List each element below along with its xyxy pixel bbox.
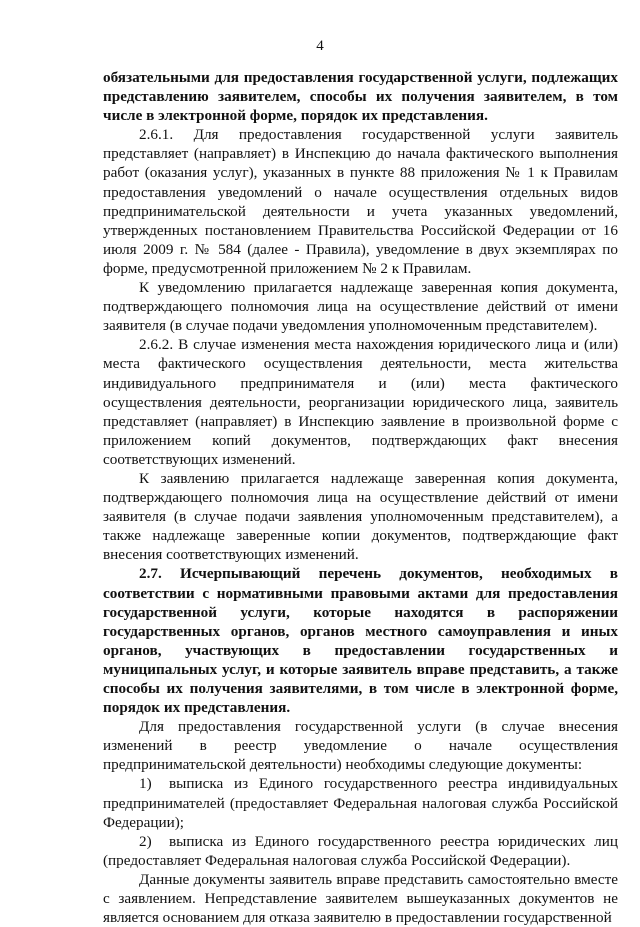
paragraph-notification-attachment: К уведомлению прилагается надлежаще заверенная копия документа, подтверждающего полномочия лица на осуществление действий от имени заявителя (в случае подачи уведомления уполномоченным представителем). (103, 279, 618, 335)
list-item-number: 2) (139, 832, 152, 850)
list-item (103, 832, 618, 870)
paragraph-documents-optional: Данные документы заявитель вправе представить самостоятельно вместе с заявлением. Непредставление заявителем вышеуказанных документов не является основанием для отказа заявителю в предоставлении государственной (103, 870, 618, 927)
list-item-text: выписка из Единого государственного реестра юридических лиц (предоставляет Федеральная налоговая служба Российской Федерации). (103, 832, 618, 869)
paragraph-2-6-2: 2.6.2. В случае изменения места нахождения юридического лица и (или) места фактического осуществления деятельности, места жительства индивидуального предпринимателя и (или) места фактического осуществления деятельности, реорганизации юридического лица, заявитель представляет (направляет) в Инспекцию заявление в произвольной форме с приложением копий документов, подтверждающих факт внесения соответствующих изменений. (103, 336, 618, 468)
page-number: 4 (316, 38, 324, 54)
list-item-text: выписка из Единого государственного реестра индивидуальных предпринимателей (предоставляет Федеральная налоговая служба Российской Федерации); (103, 775, 618, 831)
paragraph-2-6-1: 2.6.1. Для предоставления государственной услуги заявитель представляет (направляет) в Инспекцию до начала фактического выполнения работ (оказания услуг), указанных в пункте 88 приложения № 1 к Правилам предоставления уведомлений о начале осуществления отдельных видов предпринимательской деятельности и учета указанных уведомлений, утвержденных постановлением Правительства Российской Федерации от 16 июля 2009 г. № 584 (далее - Правила), уведомление в двух экземплярах по форме, предусмотренной приложением № 2 к Правилам. (103, 126, 618, 277)
paragraph-application-attachment: К заявлению прилагается надлежаще заверенная копия документа, подтверждающего полномочия лица на осуществление действий от имени заявителя (в случае подачи заявления уполномоченным представителем), а также надлежаще заверенные копии документов, подтверждающие факт внесения соответствующих изменений. (103, 469, 618, 564)
document-body (103, 68, 618, 927)
heading-continuation: обязательными для предоставления государственной услуги, подлежащих представлению заявителем, способы их получения заявителем, в том числе в электронной форме, порядок их представления. (103, 69, 618, 125)
list-item (103, 774, 618, 831)
paragraph-required-documents: Для предоставления государственной услуги (в случае внесения изменений в реестр уведомление о начале осуществления предпринимательской деятельности) необходимы следующие документы: (103, 718, 618, 774)
section-heading-2-7: 2.7. Исчерпывающий перечень документов, необходимых в соответствии с нормативными правовыми актами для предоставления государственной услуги, которые находятся в распоряжении государственных органов, органов местного самоуправления и иных органов, участвующих в предоставлении государственных и муниципальных услуг, и которые заявитель вправе представить, а также способы их получения заявителями, в том числе в электронной форме, порядок их представления. (103, 565, 618, 717)
list-item-number: 1) (139, 775, 152, 793)
